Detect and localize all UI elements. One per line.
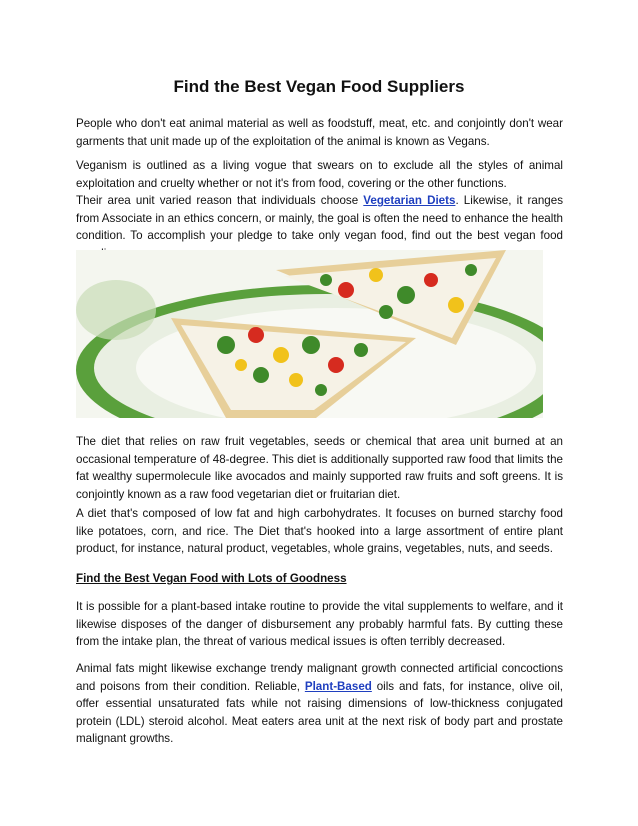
animal-fats-paragraph bbox=[76, 660, 563, 748]
intro-paragraph: People who don't eat animal material as well as foodstuff, meat, etc. and conjointly don't wear garments that unit made up of the exploitation of the animal is known as Vegans. bbox=[76, 117, 563, 148]
animal-fats-text-start: Animal fats might likewise exchange trendy malignant growth connected artificial concoctions and poisons from their condition. Reliable, bbox=[76, 662, 563, 693]
veganism-paragraph bbox=[76, 157, 563, 263]
reasons-text-start: Their area unit varied reason that individuals choose bbox=[76, 194, 364, 208]
vegetarian-diets-link[interactable]: Vegetarian Diets bbox=[363, 194, 456, 208]
raw-food-paragraph: The diet that relies on raw fruit vegetables, seeds or chemical that area unit burned at an occasional temperature of 48-degree. This diet is additionally supported raw food that limits the fat wealthy supermolecule like avocados and mainly supported raw fruits and soft greens. It is conjointly known as a raw food vegetarian diet or fruitarian diet. bbox=[76, 435, 563, 501]
animal-fats-text-end: oils and fats, for instance, olive oil, offer essential unsaturated fats while not raising dimensions of low-thickness conjugated protein (LDL) steroid alcohol. Meat eaters area unit at the next risk of body part and prostate malignant growths. bbox=[76, 679, 563, 746]
low-fat-paragraph: A diet that's composed of low fat and high carbohydrates. It focuses on burned starchy food like potatoes, corn, and rice. The Diet that's hooked into a large assortment of entire plant product, for instance, natural product, vegetables, whole grains, vegetables, nuts, and seeds. bbox=[76, 507, 563, 556]
veganism-sentence: Veganism is outlined as a living vogue that swears on to exclude all the styles of animal exploitation and cruelty whether or not it's from food, covering or the other functions. bbox=[76, 159, 563, 190]
document-title: Find the Best Vegan Food Suppliers bbox=[173, 77, 465, 96]
subheading-text: Find the Best Vegan Food with Lots of Goodness bbox=[76, 572, 347, 585]
plant-based-paragraph: It is possible for a plant-based intake routine to provide the vital supplements to welfare, and it likewise disposes of the danger of disbursement any probably harmful fats. By cutting these from the intake plan, the threat of various medical issues is often terribly decreased. bbox=[76, 600, 563, 649]
plant-based-link[interactable]: Plant-Based bbox=[304, 679, 372, 693]
vegan-pizza-photo bbox=[76, 250, 543, 418]
section-subheading bbox=[76, 570, 563, 588]
reasons-text-end: . Likewise, it ranges from Associate in an ethics concern, or mainly, the goal is often the need to enhance the health condition. To accomplish your pledge to take only vegan food, find out the best vegan food bbox=[76, 194, 563, 243]
